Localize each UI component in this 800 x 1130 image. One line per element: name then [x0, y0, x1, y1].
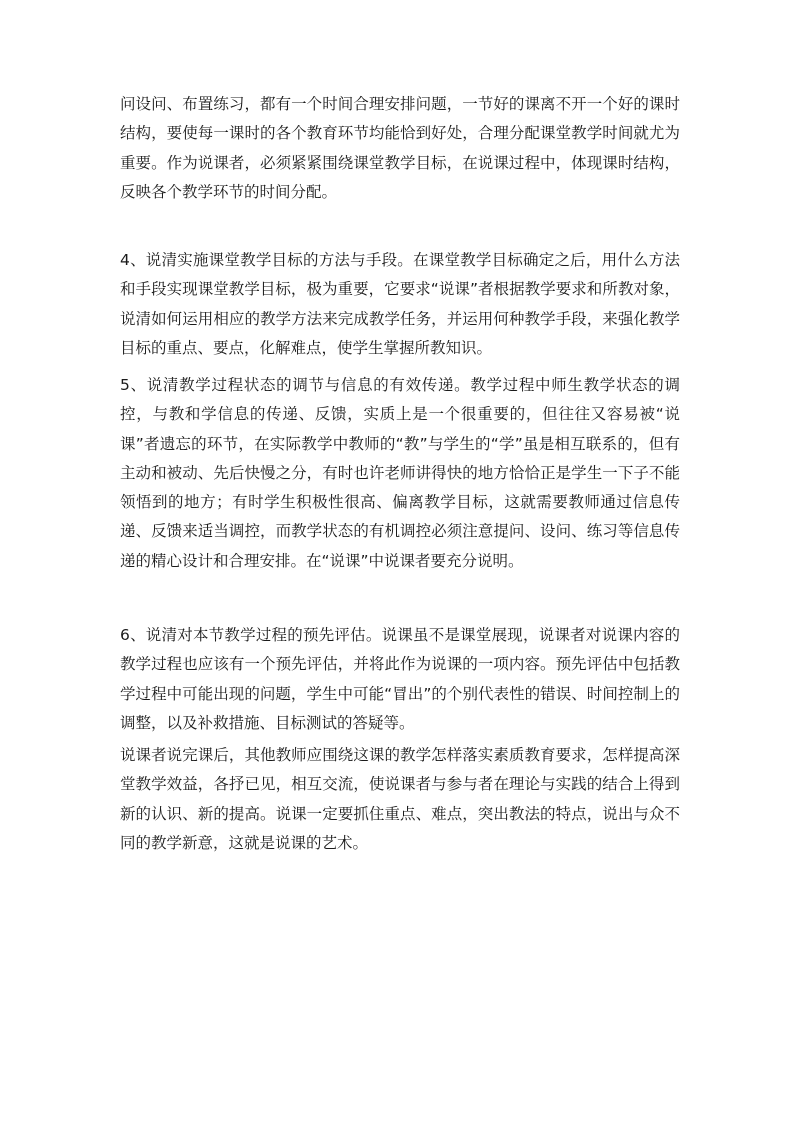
paragraph-item-5-regulation: 5、说清教学过程状态的调节与信息的有效传递。教学过程中师生教学状态的调控，与教和学信息的传递、反馈，实质上是一个很重要的，但往往又容易被“说课”者遗忘的环节，在实际教学中教师的“教”与学生的“学”虽是相互联系的，但有主动和被动、先后快慢之分，有时也许老师讲得快的地方恰恰正是学生一下子不能领悟到的地方；有时学生积极性很高、偏离教学目标，这就需要教师通过信息传递、反馈来适当调控，而教学状态的有机调控必须注意提问、设问、练习等信息传递的精心设计和合理安排。在“说课”中说课者要充分说明。	[120, 376, 680, 570]
paragraph-item-4-methods: 4、说清实施课堂教学目标的方法与手段。在课堂教学目标确定之后，用什么方法和手段实现课堂教学目标，极为重要，它要求“说课”者根据教学要求和所教对象，说清如何运用相应的教学方法来完成教学任务，并运用何种教学手段，来强化教学目标的重点、要点，化解难点，使学生掌握所教知识。	[120, 251, 680, 357]
paragraph-item-6-evaluation: 6、说清对本节教学过程的预先评估。说课虽不是课堂展现，说课者对说课内容的教学过程也应该有一个预先评估，并将此作为说课的一项内容。预先评估中包括教学过程中可能出现的问题，学生中可能“冒出”的个别代表性的错误、时间控制上的调整，以及补救措施、目标测试的答疑等。	[120, 626, 680, 732]
paragraph-lesson-time-structure: 问设问、布置练习，都有一个时间合理安排问题，一节好的课离不开一个好的课时结构，要使每一课时的各个教育环节均能恰到好处，合理分配课堂教学时间就尤为重要。作为说课者，必须紧紧围绕课堂教学目标，在说课过程中，体现课时结构，反映各个教学环节的时间分配。	[120, 95, 680, 201]
paragraph-conclusion: 说课者说完课后，其他教师应围绕这课的教学怎样落实素质教育要求，怎样提高深堂教学效益，各抒已见，相互交流，使说课者与参与者在理论与实践的结合上得到新的认识、新的提高。说课一定要抓住重点、难点，突出教法的特点，说出与众不同的教学新意，这就是说课的艺术。	[120, 746, 680, 852]
